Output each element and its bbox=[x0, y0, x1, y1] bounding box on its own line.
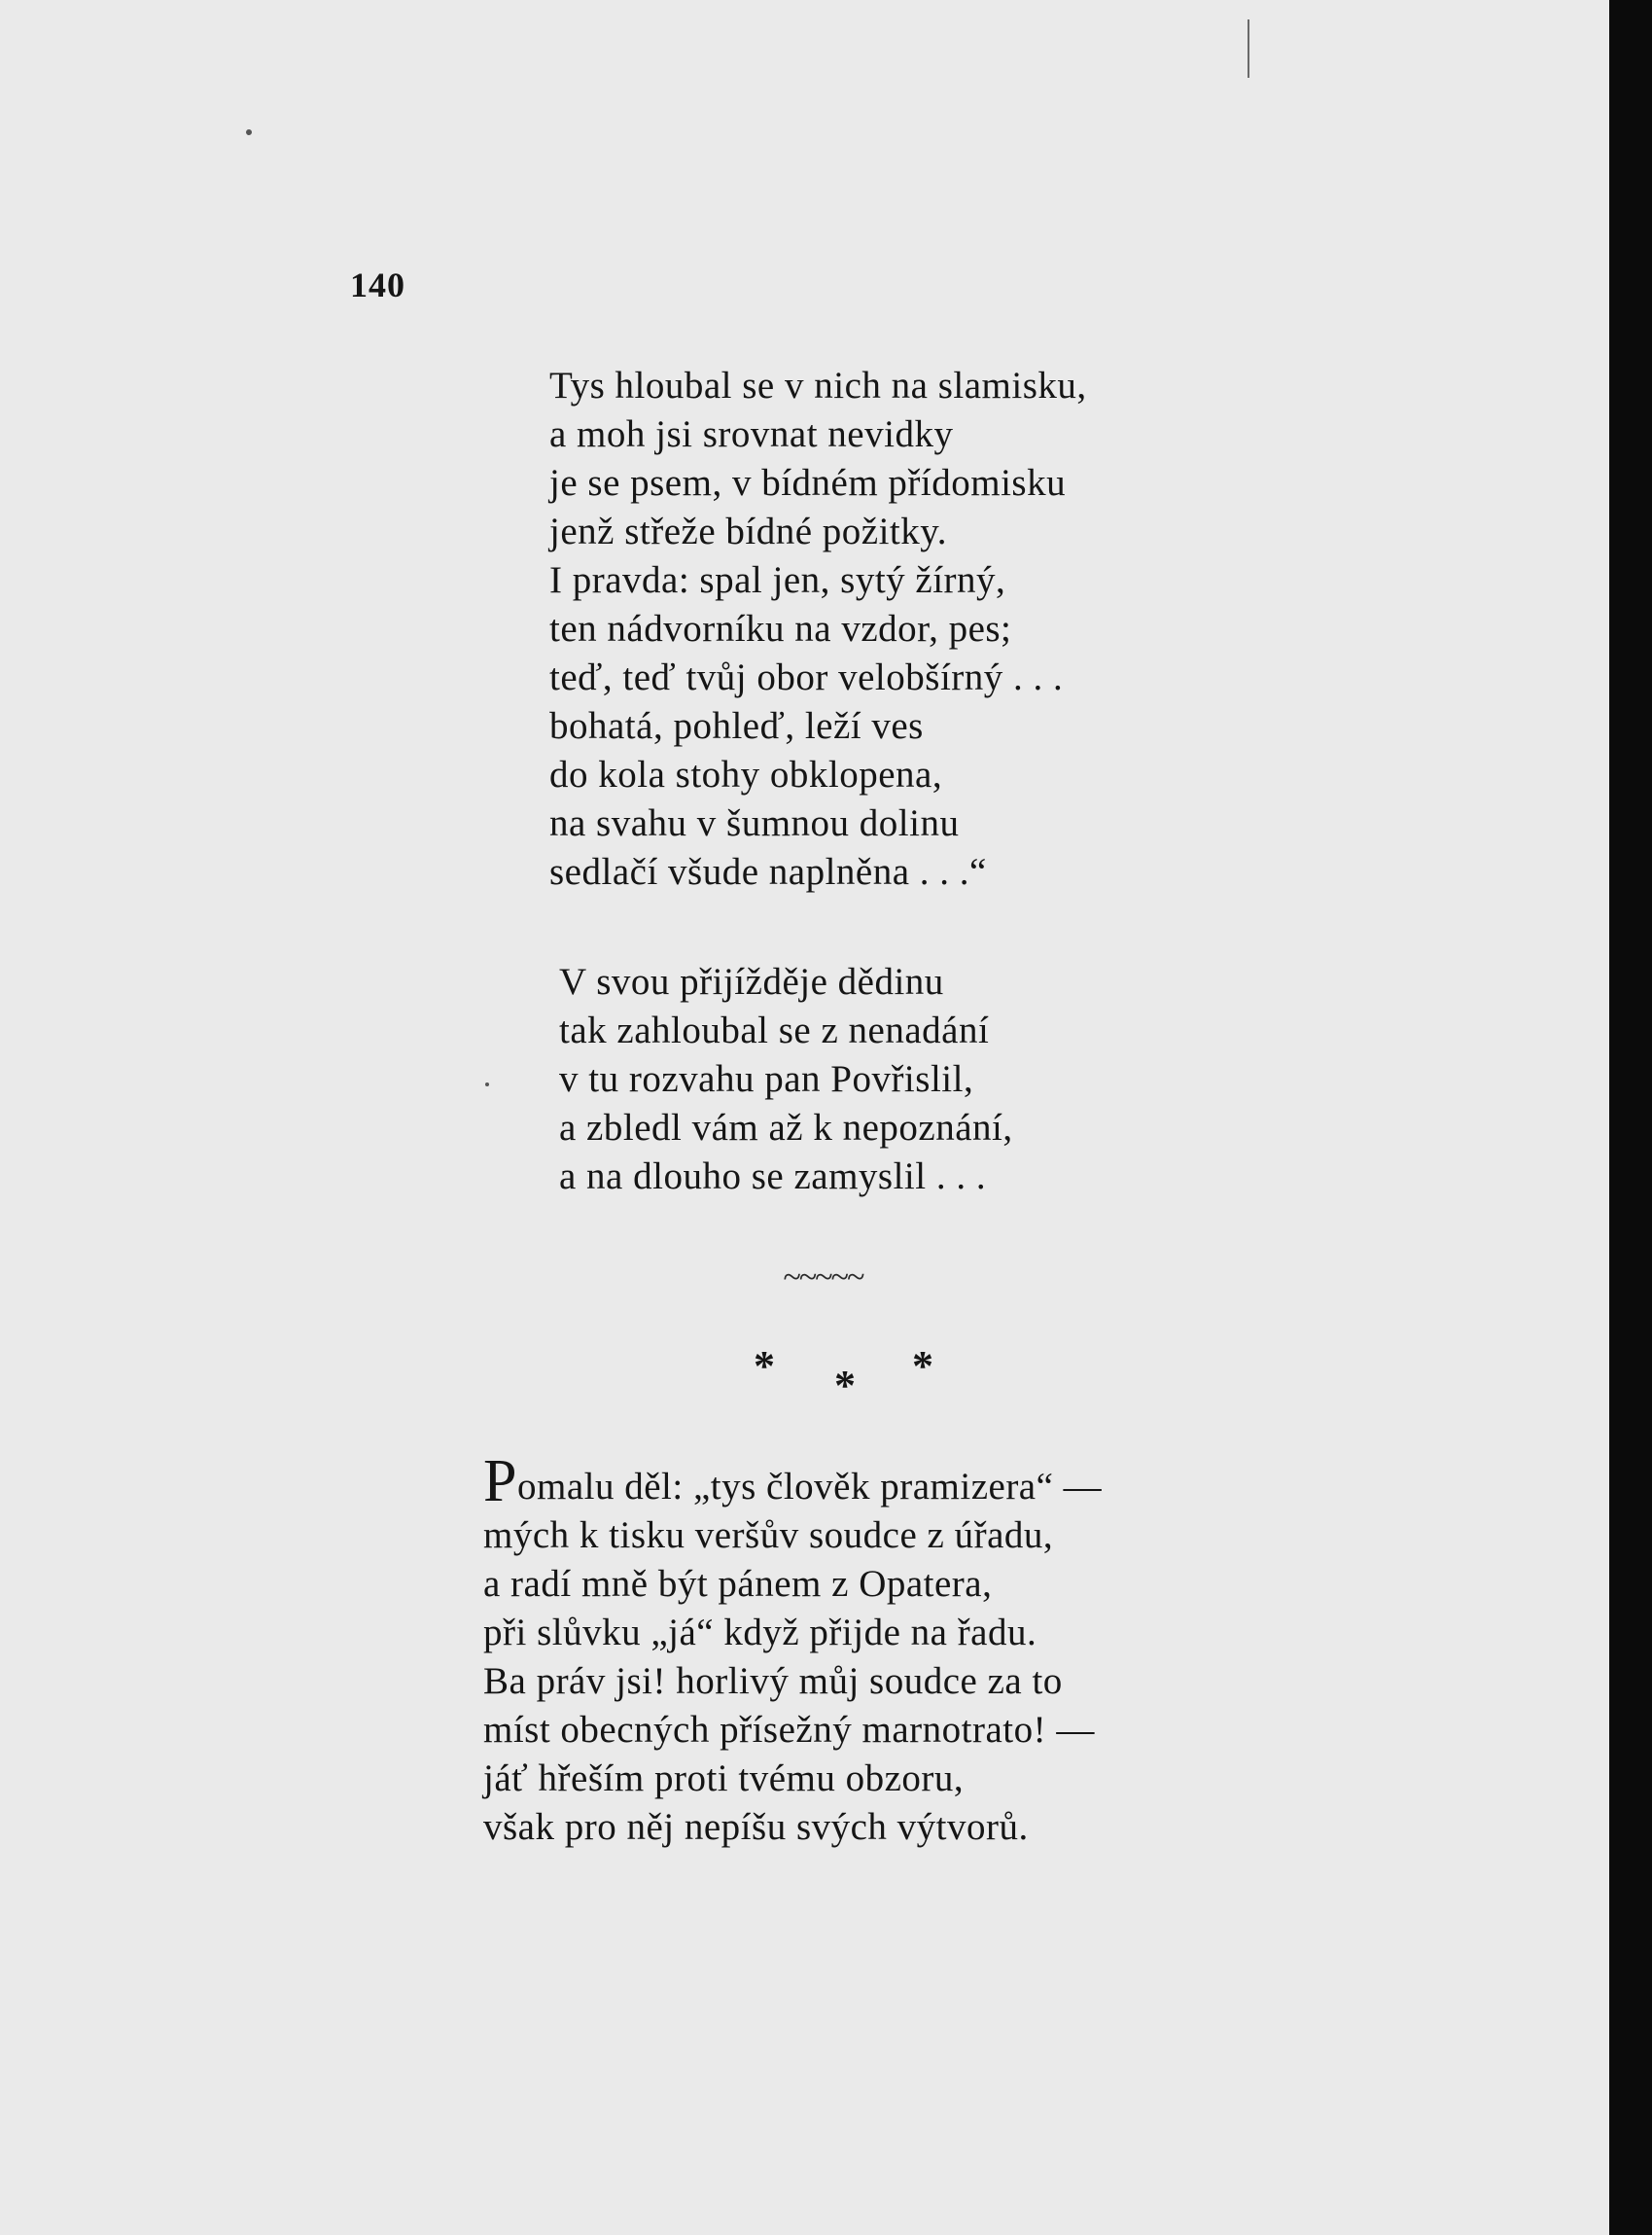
verse-line: a radí mně být pánem z Opatera, bbox=[483, 1563, 993, 1605]
verse-line: sedlačí všude naplněna . . .“ bbox=[549, 851, 987, 893]
verse-line-rest: omalu děl: „tys člověk pramizera“ — bbox=[516, 1466, 1103, 1508]
asterism-star: * bbox=[834, 1362, 856, 1409]
verse-line: a zbledl vám až k nepoznání, bbox=[559, 1107, 1013, 1149]
verse-line: je se psem, v bídném přídomisku bbox=[549, 462, 1067, 504]
stanza-3 bbox=[483, 1448, 1103, 1852]
ornament-divider: ~~~~~ bbox=[783, 1259, 862, 1295]
asterism-star: * bbox=[912, 1342, 933, 1390]
stanza-2 bbox=[559, 958, 1013, 1201]
verse-line: jáť hřeším proti tvému obzoru, bbox=[483, 1757, 965, 1799]
verse-line: Tys hloubal se v nich na slamisku, bbox=[549, 365, 1087, 407]
verse-line: I pravda: spal jen, sytý žírný, bbox=[549, 559, 1006, 601]
verse-line: při slůvku „já“ když přijde na řadu. bbox=[483, 1612, 1037, 1653]
verse-line: a na dlouho se zamyslil . . . bbox=[559, 1155, 987, 1197]
verse-line: na svahu v šumnou dolinu bbox=[549, 802, 960, 844]
scan-speck bbox=[246, 129, 252, 135]
verse-line: míst obecných přísežný marnotrato! — bbox=[483, 1709, 1095, 1751]
verse-line: a moh jsi srovnat nevidky bbox=[549, 413, 954, 455]
verse-line: Ba práv jsi! horlivý můj soudce za to bbox=[483, 1660, 1063, 1702]
verse-line: ten nádvorníku na vzdor, pes; bbox=[549, 608, 1012, 650]
verse-line: jenž střeže bídné požitky. bbox=[549, 511, 947, 552]
verse-line: do kola stohy obklopena, bbox=[549, 754, 943, 796]
drop-cap: P bbox=[483, 1448, 517, 1514]
stanza-1 bbox=[549, 362, 1087, 897]
verse-line: bohatá, pohleď, leží ves bbox=[549, 705, 924, 747]
page-number: 140 bbox=[350, 266, 405, 304]
verse-line: v tu rozvahu pan Povřislil, bbox=[559, 1058, 974, 1100]
scan-speck bbox=[485, 1082, 489, 1086]
asterism-star: * bbox=[754, 1342, 775, 1390]
verse-line-first bbox=[483, 1448, 1103, 1514]
verse-line: V svou přijížděje dědinu bbox=[559, 961, 944, 1003]
verse-line: však pro něj nepíšu svých výtvorů. bbox=[483, 1806, 1029, 1848]
verse-line: tak zahloubal se z nenadání bbox=[559, 1010, 990, 1051]
verse-line: mých k tisku veršův soudce z úřadu, bbox=[483, 1514, 1054, 1556]
verse-line: teď, teď tvůj obor velobšírný . . . bbox=[549, 656, 1064, 698]
scan-mark bbox=[1248, 19, 1249, 78]
